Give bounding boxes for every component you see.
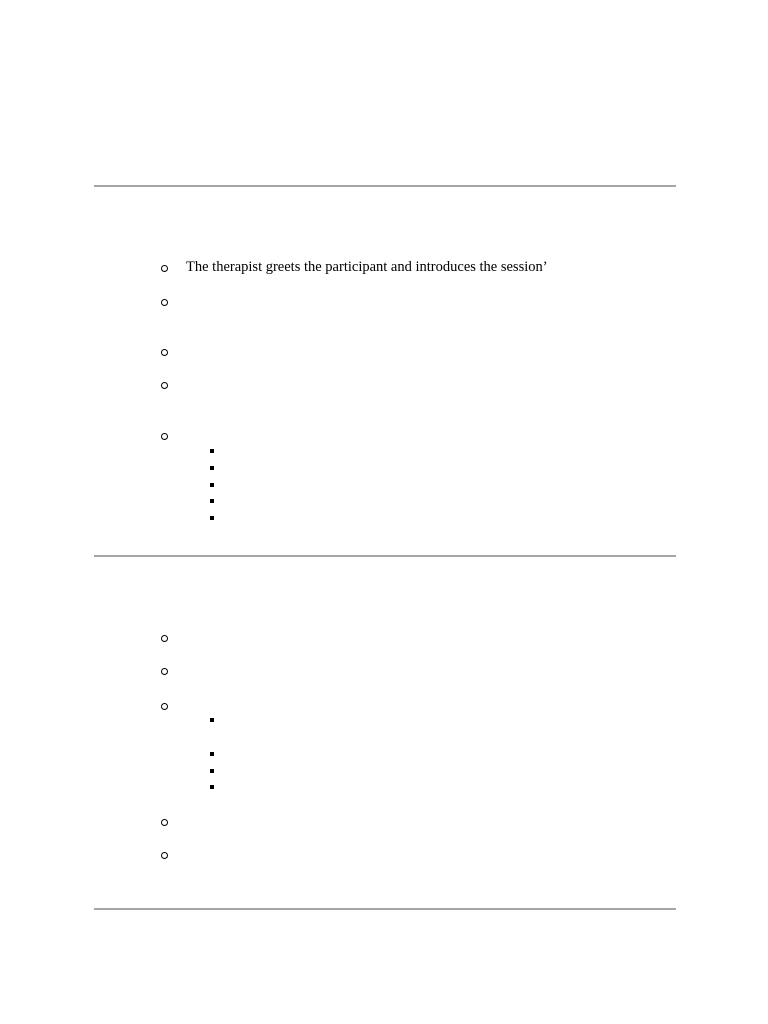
section-divider-middle (94, 555, 676, 557)
section-divider-top (94, 185, 676, 187)
circle-bullet-icon (161, 349, 168, 356)
square-bullet-icon (210, 718, 214, 722)
circle-bullet-icon (161, 852, 168, 859)
square-bullet-icon (210, 449, 214, 453)
square-bullet-icon (210, 785, 214, 789)
circle-bullet-icon (161, 635, 168, 642)
circle-bullet-icon (161, 433, 168, 440)
square-bullet-icon (210, 499, 214, 503)
circle-bullet-icon (161, 819, 168, 826)
circle-bullet-icon (161, 668, 168, 675)
circle-bullet-icon (161, 265, 168, 272)
circle-bullet-icon (161, 299, 168, 306)
square-bullet-icon (210, 483, 214, 487)
circle-bullet-icon (161, 703, 168, 710)
list-item-text: The therapist greets the participant and introduces the session’ (186, 259, 548, 275)
square-bullet-icon (210, 516, 214, 520)
square-bullet-icon (210, 466, 214, 470)
circle-bullet-icon (161, 382, 168, 389)
section-divider-bottom (94, 908, 676, 910)
square-bullet-icon (210, 769, 214, 773)
square-bullet-icon (210, 752, 214, 756)
